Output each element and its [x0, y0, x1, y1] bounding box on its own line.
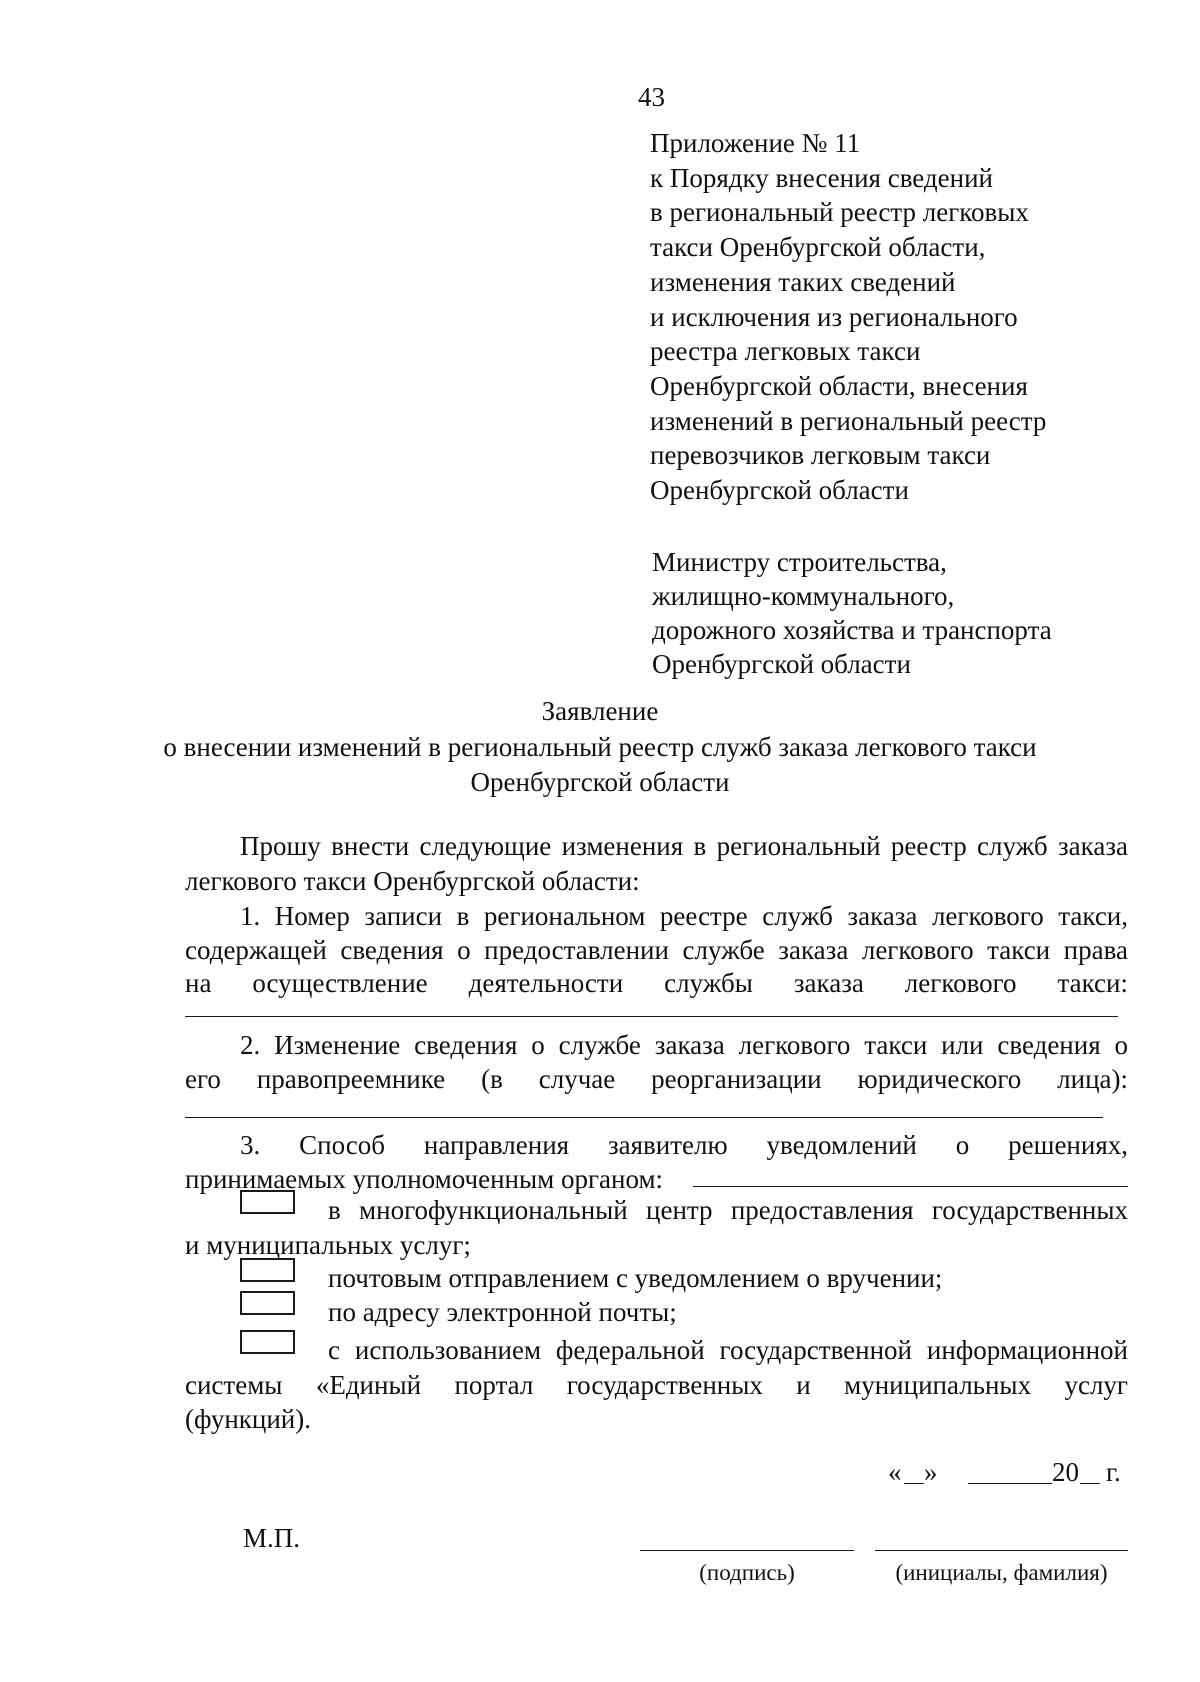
- item-3-line: 3. Способ направления заявителю уведомлений о решениях,: [240, 1130, 1128, 1160]
- appendix-line: изменения таких сведений: [650, 266, 956, 297]
- appendix-line: Оренбургской области, внесения: [650, 370, 1028, 401]
- date-year-prefix: 20: [1052, 1457, 1079, 1487]
- option-post: почтовым отправлением с уведомлением о вручении;: [328, 1263, 943, 1293]
- item-1-line: на осуществление деятельности службы заказа легкового такси:: [185, 968, 1128, 998]
- option-email: по адресу электронной почты;: [328, 1297, 677, 1327]
- notification-method-field[interactable]: [693, 1186, 1128, 1187]
- post-checkbox[interactable]: [240, 1258, 295, 1282]
- item-2-line: его правопреемнике (в случае реорганизации юридического лица):: [185, 1064, 1128, 1094]
- addressee-line: жилищно-коммунального,: [652, 581, 955, 611]
- appendix-line: такси Оренбургской области,: [650, 232, 986, 263]
- option-mfc-line: в многофункциональный центр предоставления государственных: [328, 1195, 1128, 1225]
- appendix-line: и исключения из регионального: [650, 301, 1018, 332]
- date-year-suffix: г.: [1106, 1457, 1121, 1487]
- item-1-line: содержащей сведения о предоставлении службе заказа легкового такси права: [185, 935, 1128, 965]
- addressee-line: Министру строительства,: [652, 547, 947, 577]
- option-epgu-line: с использованием федеральной государственной информационной: [328, 1335, 1128, 1365]
- option-epgu-line: (функций).: [185, 1404, 311, 1434]
- addressee-line: дорожного хозяйства и транспорта: [652, 615, 1052, 645]
- appendix-line: в региональный реестр легковых: [650, 197, 1029, 228]
- item-3-line: принимаемых уполномоченным органом:: [185, 1164, 664, 1194]
- document-title: Заявление: [541, 696, 659, 726]
- signature-field[interactable]: [640, 1550, 854, 1551]
- appendix-line: изменений в региональный реестр: [650, 405, 1047, 436]
- intro-line: легкового такси Оренбургской области:: [185, 866, 640, 896]
- date-open-quote: «: [888, 1457, 902, 1487]
- changes-field[interactable]: [185, 1117, 1103, 1118]
- document-subtitle-region: Оренбургской области: [470, 767, 730, 797]
- page-number: 43: [638, 82, 665, 112]
- appendix-line: Оренбургской области: [650, 475, 909, 505]
- record-number-field[interactable]: [185, 1016, 1118, 1017]
- appendix-line: реестра легковых такси: [650, 336, 921, 367]
- date-year-field[interactable]: [1080, 1483, 1100, 1484]
- mfc-checkbox[interactable]: [240, 1190, 295, 1214]
- item-1-line: 1. Номер записи в региональном реестре служб заказа легкового такси,: [240, 901, 1128, 931]
- intro-line: Прошу внести следующие изменения в региональный реестр служб заказа: [240, 831, 1128, 861]
- date-field: [888, 1455, 1128, 1491]
- signature-caption: (подпись): [699, 1560, 795, 1585]
- stamp-label: М.П.: [243, 1523, 301, 1553]
- name-field[interactable]: [875, 1550, 1128, 1551]
- email-checkbox[interactable]: [240, 1291, 295, 1315]
- appendix-line: к Порядку внесения сведений: [650, 162, 993, 193]
- appendix-line: перевозчиков легковым такси: [650, 440, 991, 471]
- name-caption: (инициалы, фамилия): [895, 1560, 1108, 1585]
- date-month-field[interactable]: [968, 1483, 1052, 1484]
- addressee-line: Оренбургской области: [652, 649, 911, 679]
- date-day-field[interactable]: [904, 1483, 924, 1484]
- option-epgu-line: системы «Единый портал государственных и муниципальных услуг: [185, 1370, 1128, 1400]
- document-subtitle: о внесении изменений в региональный реестр служб заказа легкового такси: [163, 732, 1037, 762]
- epgu-checkbox[interactable]: [240, 1330, 295, 1354]
- item-2-line: 2. Изменение сведения о службе заказа легкового такси или сведения о: [240, 1030, 1128, 1060]
- date-close-quote: »: [924, 1457, 938, 1487]
- option-mfc-line: и муниципальных услуг;: [185, 1230, 471, 1260]
- appendix-line: Приложение № 11: [650, 128, 861, 158]
